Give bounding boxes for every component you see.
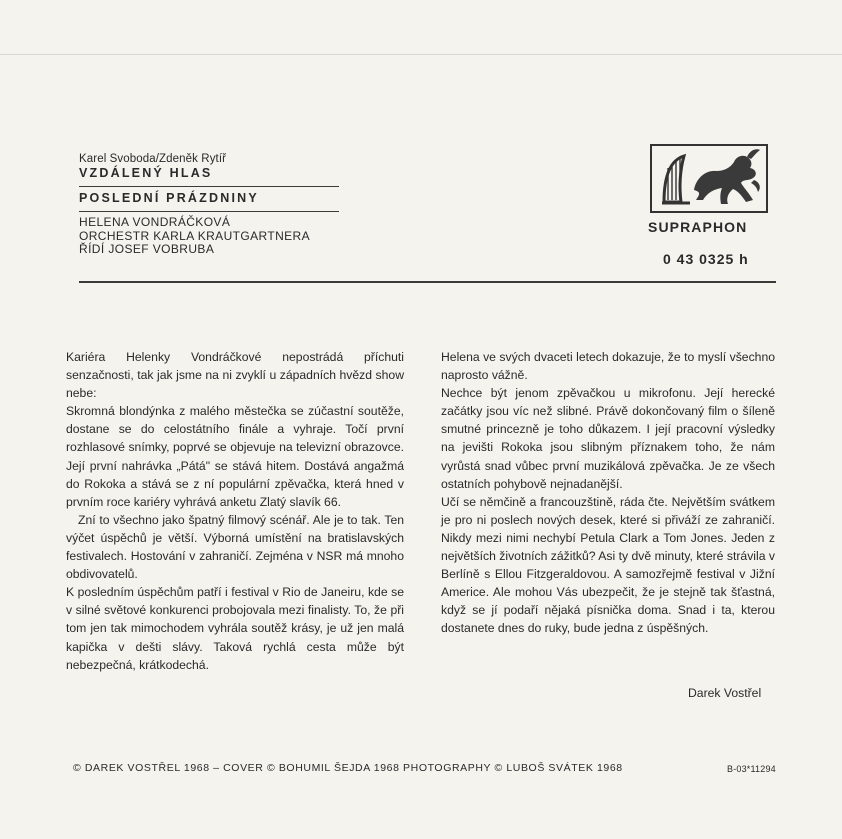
composers: Karel Svoboda/Zdeněk Rytíř [79,153,227,165]
author-signature: Darek Vostřel [688,686,762,700]
conductor-name: ŘÍDÍ JOSEF VOBRUBA [79,242,215,256]
credits-divider [79,211,339,212]
orchestra-name: ORCHESTR KARLA KRAUTGARTNERA [79,228,311,243]
song-title-2: POSLEDNÍ PRÁZDNINY [79,191,259,205]
notes-paragraph: Nechce být jenom zpěvačkou u mikrofonu. Její herecké začátky jsou víc než slibné. Právě dokončovaný film o šíleně smutné princezně je toho důkazem. I její pracovní výsledky na jevišti Rokoka jsou slibným příznakem toho, že nám vyrůstá snad vůbec první muzikálová zpěvačka. Je ze všech ostatních pohybově nejnadanější. [441,386,775,491]
notes-paragraph: Kariéra Helenky Vondráčkové nepostrádá příchuti senzačnosti, tak jak jsme na ni zvyklí u západních hvězd show nebe: [66,350,404,401]
copyright-footer: © DAREK VOSTŘEL 1968 – COVER © BOHUMIL ŠEJDA 1968 PHOTOGRAPHY © LUBOŠ SVÁTEK 1968 [73,762,623,774]
catalog-number: 0 43 0325 h [663,251,749,267]
notes-paragraph: Zní to všechno jako špatný filmový scénář. Ale je to tak. Ten výčet úspěchů je větší. Výborná umístění na bratislavských festivalech. Hostování v zahraničí. Zejména v NSR má mnoho obdivovatelů. [66,512,404,582]
credits-block [79,153,339,257]
top-edge-rule [0,54,842,55]
print-code: B-03*11294 [727,764,776,774]
notes-paragraph: K posledním úspěchům patří i festival v Rio de Janeiru, kde se v silné světové konkurenci probojovala mezi finalisty. To, že při tom jen tak mimochodem vyhrála soutěž krásy, je už jen malá kapička v dešti slávy. Taková rychlá cesta může být nebezpečná, krátkodechá. [66,585,404,672]
main-divider [79,281,776,283]
liner-notes-right-column [441,348,775,638]
artist-name: HELENA VONDRÁČKOVÁ [79,215,231,229]
song-title-1: VZDÁLENÝ HLAS [79,166,213,180]
supraphon-lion-harp-logo-icon [650,144,768,213]
label-brand: SUPRAPHON [648,219,748,235]
notes-paragraph: Skromná blondýnka z malého městečka se zúčastní soutěže, dostane se do celostátního finále a vyhraje. Točí první rozhlasové snímky, poprvé se objevuje na televizní obrazovce. Její první nahrávka „Pátá" se stává hitem. Dostává angažmá do Rokoka a stává se z ní populární zpěvačka, která hned v prvním roce kariéry vyhrává anketu Zlatý slavík 66. [66,404,404,509]
liner-notes-left-column [66,348,404,674]
notes-paragraph: Helena ve svých dvaceti letech dokazuje, že to myslí všechno naprosto vážně. [441,350,775,383]
notes-paragraph: Učí se němčině a francouzštině, ráda čte. Největším svátkem je pro ni poslech nových desek, které si přiváží ze zahraničí. Nikdy mezi nimi nechybí Petula Clark a Tom Jones. Jeden z největších životních zážitků? Asi ty dvě minuty, které strávila v Berlíně s Ellou Fitzgeraldovou. A samozřejmě festival v Jižní Americe. Ale mohou Vás ubezpečit, že je stejně tak šťastná, když se jí podaří nějaká písnička doma. Snad i ta, kterou dostanete dnes do ruky, bude jedna z úspěšných. [441,494,775,636]
credits-divider [79,186,339,187]
